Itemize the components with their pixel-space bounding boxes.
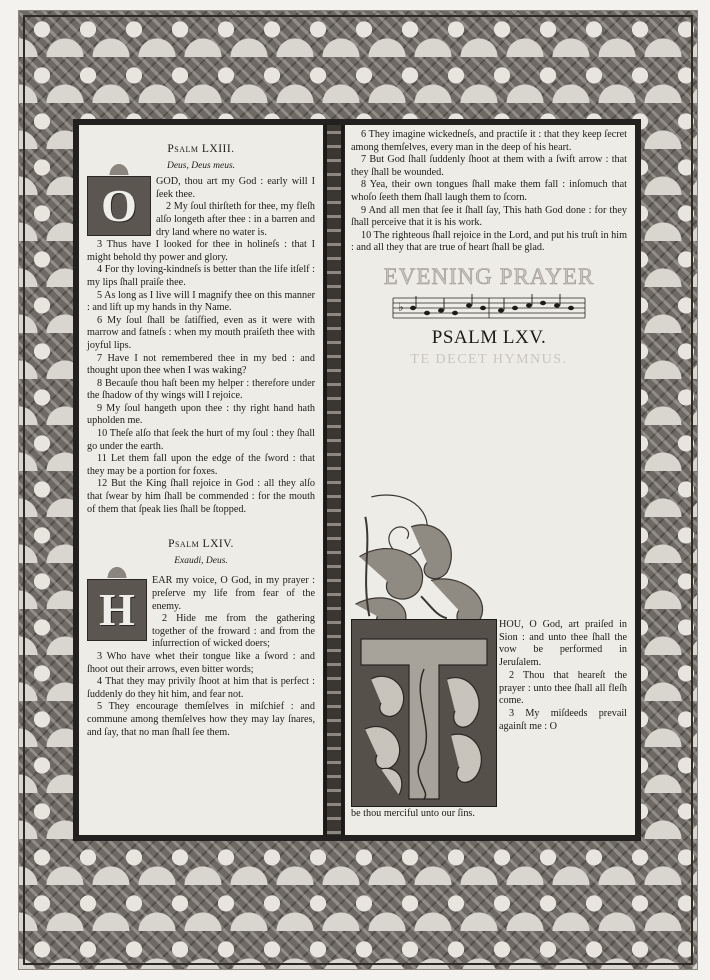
verse: 7 But God ſhall ſuddenly ſhoot at them with a ſwift arrow : that they ſhall be wounded. xyxy=(351,154,627,178)
verse: HOU, O God, art praiſed in Sion : and unto thee ſhall the vow be performed in Jeruſalem. xyxy=(499,619,627,669)
psalm-63-title: Psalm LXIII. xyxy=(167,143,235,155)
verse: 4 For thy loving-kindneſs is better than the life itſelf : my lips ſhall praiſe thee. xyxy=(87,264,315,288)
text-frame xyxy=(73,119,641,841)
initial-ornament-icon xyxy=(105,564,129,578)
verse: 12 But the King ſhall rejoice in God : all they alſo that ſwear by him ſhall be commended : for the mouth of them that ſpeak lies ſhall be ſtopped. xyxy=(87,478,315,515)
illuminated-initial-h xyxy=(87,579,147,641)
psalm-63-subtitle: Deus, Deus meus. xyxy=(166,160,236,171)
verse: 2 Thou that heareſt the prayer : unto thee ſhall all fleſh come. xyxy=(499,669,627,707)
verse: 3 Thus have I looked for thee in holineſs : that I might behold thy power and glory. xyxy=(87,239,315,263)
illuminated-initial-o xyxy=(87,176,151,236)
psalm-65-tail: be thou merciful unto our ſins. xyxy=(351,808,475,819)
verse: 6 They imagine wickedneſs, and practiſe it : that they keep ſecret among themſelves, every man in the deep of his heart. xyxy=(351,129,627,153)
psalm-65-heading: PSALM LXV. xyxy=(431,326,547,348)
verse: 11 Let them fall upon the edge of the ſword : that they may be a portion for foxes. xyxy=(87,453,315,477)
right-column xyxy=(345,125,635,835)
verse: 2 Hide me from the gathering together of the froward : and from the inſurrection of wicked doers; xyxy=(152,613,315,650)
evening-prayer-heading: EVENING PRAYER xyxy=(383,263,595,289)
book-page xyxy=(18,10,698,970)
verse: 2 My ſoul thirſteth for thee, my fleſh alſo longeth after thee : in a barren and dry land where no water is. xyxy=(156,201,315,238)
psalm-65-latin-title: TE DECET HYMNUS. xyxy=(410,352,568,368)
illuminated-initial-t xyxy=(351,619,497,807)
verse: 4 That they may privily ſhoot at him that is perfect : ſuddenly do they hit him, and fear not. xyxy=(87,676,315,700)
verse: 10 The righteous ſhall rejoice in the Lord, and put his truſt in him : and all they that are true of heart ſhall be glad. xyxy=(351,229,627,254)
dropcap-letter: O xyxy=(101,179,137,231)
evening-prayer-heading-block xyxy=(351,263,627,368)
verse: 8 Becauſe thou haſt been my helper : therefore under the ſhadow of thy wings will I rejoice. xyxy=(87,377,315,402)
verse: 5 They encourage themſelves in miſchief : and commune among themſelves how they may lay ſnares, and ſay, that no man ſhall ſee them. xyxy=(87,701,315,738)
verse: 7 Have I not remembered thee in my bed : and thought upon thee when I was waking? xyxy=(87,352,315,377)
verse: GOD, thou art my God : early will I ſeek thee. xyxy=(156,176,315,200)
chant-notation-icon xyxy=(389,292,589,322)
verse: 10 Theſe alſo that ſeek the hurt of my ſoul : they ſhall go under the earth. xyxy=(87,428,315,452)
verse: 6 My ſoul ſhall be ſatiſfied, even as it were with marrow and fatneſs : when my mouth praiſeth thee with joyful lips. xyxy=(87,314,315,351)
column-divider xyxy=(324,125,344,835)
verse: 9 My ſoul hangeth upon thee : thy right hand hath upholden me. xyxy=(87,402,315,427)
psalm-64-title: Psalm LXIV. xyxy=(168,538,234,551)
psalm-65-side-text xyxy=(499,619,627,733)
verse: 5 As long as I live will I magnify thee on this manner : and lift up my hands in thy Name. xyxy=(87,289,315,314)
verse: 8 Yea, their own tongues ſhall make them fall : inſomuch that whoſo ſeeth them ſhall laugh them to ſcorn. xyxy=(351,179,627,203)
psalm-64-subtitle: Exaudi, Deus. xyxy=(174,555,228,566)
initial-ornament-icon xyxy=(107,161,131,175)
dropcap-letter: H xyxy=(99,584,135,636)
verse: 3 My miſdeeds prevail againſt me : O xyxy=(499,707,627,732)
verse: 3 Who have whet their tongue like a ſword : and ſhoot out their arrows, even bitter words; xyxy=(87,650,315,675)
verse: 9 And all men that ſee it ſhall ſay, This hath God done : for they ſhall perceive that it is his work. xyxy=(351,204,627,229)
verse: EAR my voice, O God, in my prayer : preſerve my life from fear of the enemy. xyxy=(152,575,315,612)
svg-text:♭: ♭ xyxy=(398,299,404,314)
left-column xyxy=(79,125,323,835)
